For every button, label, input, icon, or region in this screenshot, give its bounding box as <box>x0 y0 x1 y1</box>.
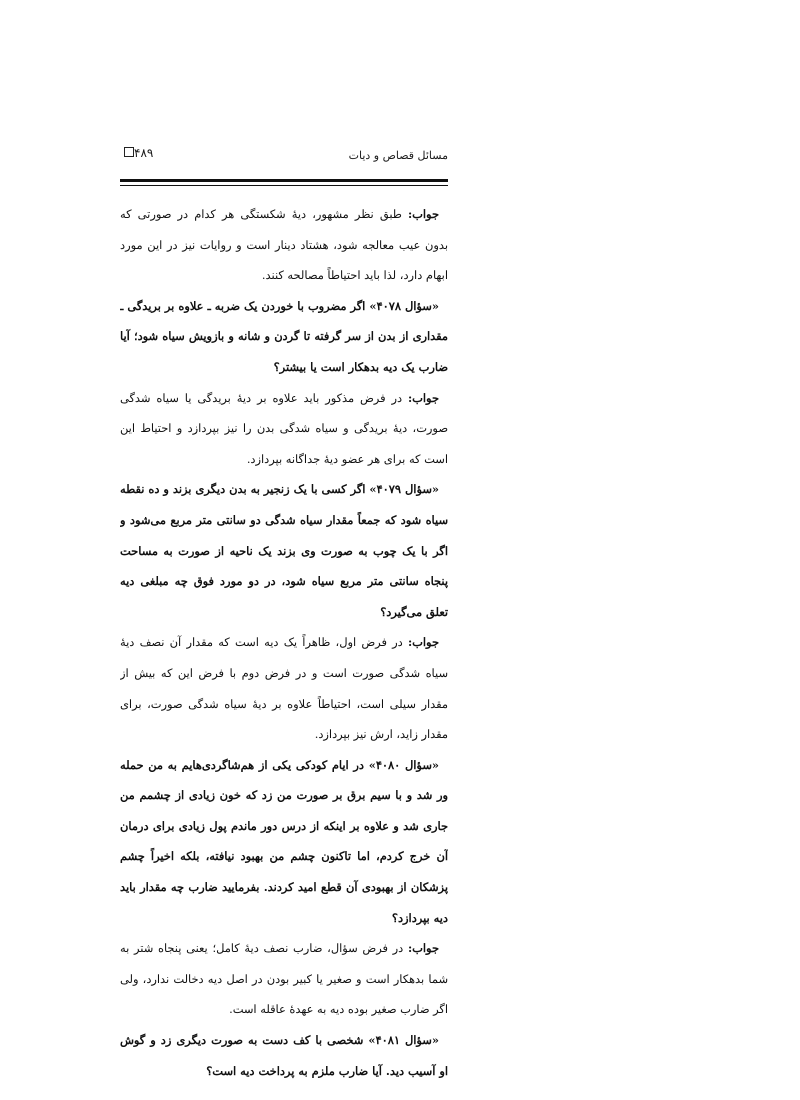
question-text: اگر مضروب با خوردن یک ضربه ـ علاوه بر بریدگی ـ مقداری از بدن از سر گرفته تا گردن و شانه و بازویش سیاه شود؛ آیا ضارب یک دیه بدهکار است یا بیشتر؟ <box>120 298 448 374</box>
question-label: «سؤال ۴۰۷۹» <box>369 482 439 497</box>
question-text: در ایام کودکی یکی از هم‌شاگردی‌هایم به من حمله ور شد و با سیم برق بر صورت من زد که خون زیادی از چشمم من جاری شد و علاوه بر اینکه از درس دور ماندم پول زیادی برای درمان آن خرج کردم، اما تاکنون چشم من بهبود نیافته، بلکه اخیراً چشم پزشکان از بهبودی آن قطع امید کردند. بفرمایید ضارب چه مقدار باید دیه بپردازد؟ <box>120 757 448 925</box>
answer-text: در فرض مذکور باید علاوه بر دیهٔ بریدگی یا سیاه شدگی صورت، دیهٔ بریدگی و سیاه شدگی بدن را نیز بپردازد و احتیاط این است که برای هر عضو دیهٔ جداگانه بپردازد. <box>120 390 448 466</box>
answer-label: جواب: <box>407 207 439 221</box>
answer-paragraph <box>120 383 448 475</box>
answer-text: طبق نظر مشهور، دیهٔ شکستگی هر کدام در صورتی که بدون عیب معالجه شود، هشتاد دینار است و روایات نیز در این مورد ابهام دارد، لذا باید احتیاطاً مصالحه کنند. <box>120 207 448 283</box>
answer-label: جواب: <box>407 390 439 405</box>
question-label: «سؤال ۴۰۸۰» <box>368 757 439 772</box>
page-number-block <box>120 146 153 160</box>
header-rule-thin <box>120 185 448 186</box>
question-paragraph <box>120 1025 448 1086</box>
header-rule-thick <box>120 179 448 182</box>
answer-text: در فرض سؤال، ضارب نصف دیهٔ کامل؛ یعنی پنجاه شتر به شما بدهکار است و صغیر یا کبیر بودن در اصل دیه دخالت ندارد، ولی اگر ضارب صغیر بوده دیه به عهدهٔ عاقله است. <box>120 941 448 1017</box>
running-title: مسائل قصاص و دیات <box>348 149 448 162</box>
answer-text: در فرض اول، ظاهراً یک دیه است که مقدار آن نصف دیهٔ سیاه شدگی صورت است و در فرض دوم با فرض این که بیش از مقدار سیلی است، احتیاطاً علاوه بر دیهٔ سیاه شدگی صورت، برای مقدار زاید، ارش نیز بپردازد. <box>120 635 448 742</box>
square-icon <box>124 147 134 157</box>
page-number: ۴۸۹ <box>134 146 154 160</box>
answer-label: جواب: <box>407 635 439 650</box>
answer-paragraph <box>120 627 448 749</box>
page-body <box>120 199 448 1086</box>
answer-paragraph <box>120 933 448 1025</box>
question-label: «سؤال ۴۰۸۱» <box>368 1033 439 1048</box>
book-page <box>120 145 448 1100</box>
question-label: «سؤال ۴۰۷۸» <box>369 298 439 313</box>
question-text: اگر کسی با یک زنجیر به بدن دیگری بزند و ده نقطه سیاه شود که جمعاً مقدار سیاه شدگی دو سانتی متر مربع می‌شود و اگر با یک چوب به صورت وی بزند یک ناحیه از صورت به مساحت پنجاه سانتی متر مربع سیاه شود، در دو مورد فوق چه مبلغی دیه تعلق می‌گیرد؟ <box>120 482 448 619</box>
question-paragraph <box>120 750 448 934</box>
answer-paragraph <box>120 199 448 291</box>
answer-label: جواب: <box>407 941 439 956</box>
page-header <box>120 145 448 175</box>
question-paragraph <box>120 291 448 383</box>
question-paragraph <box>120 474 448 627</box>
question-text: شخصی با کف دست به صورت دیگری زد و گوش او آسیب دید. آیا ضارب ملزم به پرداخت دیه است؟ <box>120 1033 448 1078</box>
